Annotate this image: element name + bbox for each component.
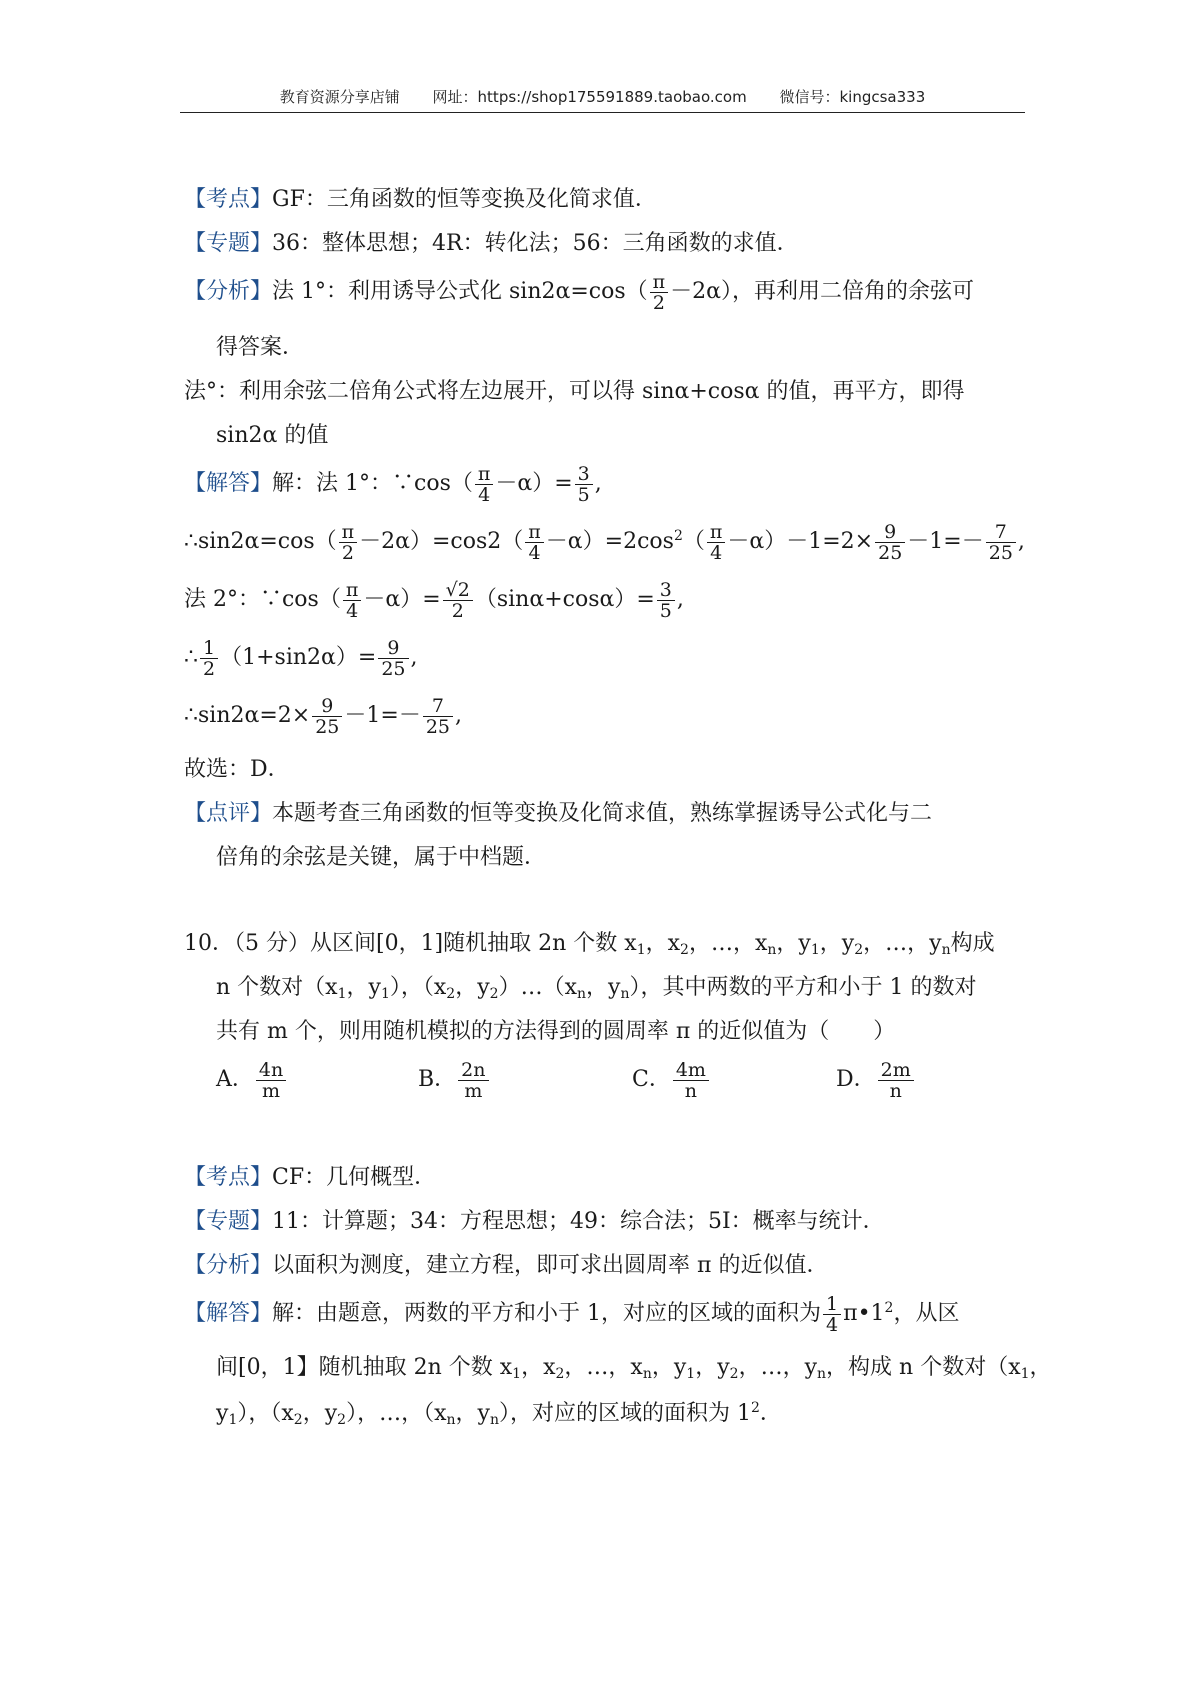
q9-jieda: 【解答】解：法 1°：∵cos（ $\frac{\pi}{4}$ －α）= $\frac{3}{5}$ , — [184, 462, 602, 506]
dianping-tag: 【点评】 — [184, 801, 273, 826]
q9-fenxi: 【分析】法 1°：利用诱导公式化 sin2α=cos（ $\frac{\pi}{2}$ －2α），再利用二倍角的余弦可 — [184, 270, 974, 314]
fraction: $\frac{\pi}{4}$ — [707, 522, 726, 563]
q10-fenxi: 【分析】以面积为测度，建立方程，即可求出圆周率 π 的近似值． — [184, 1253, 829, 1278]
q9-dianping-cont: 倍角的余弦是关键，属于中档题． — [216, 845, 547, 870]
wechat-id: 微信号：kingcsa333 — [779, 88, 926, 106]
fraction: $\frac{\pi}{2}$ — [339, 522, 358, 563]
zhuanti-tag: 【专题】 — [184, 231, 273, 256]
fraction: $\frac{9}{25}$ — [875, 522, 905, 563]
q10-jieda-cont2: $y_1$），（$x_2$，$y_2$），…，（$x_n$，$y_n$），对应的区域的面积为 $1^2$． — [216, 1400, 782, 1428]
fraction: $\frac{7}{25}$ — [986, 522, 1016, 563]
option-a-fraction: $\frac{4n}{m}$ — [256, 1060, 286, 1101]
q10-jieda: 【解答】解：由题意，两数的平方和小于 1，对应的区域的面积为 $\frac{1}{4}$ $\pi•1^2$，从区 — [184, 1292, 960, 1336]
q10-jieda-cont: 间[0，1】随机抽取 2n 个数 $x_1$，$x_2$，…，$x_n$，$y_1$，$y_2$，…，$y_n$，构成 n 个数对（$x_1$， — [216, 1355, 1052, 1382]
kaodian-tag: 【考点】 — [184, 187, 273, 212]
fraction: $\frac{7}{25}$ — [423, 696, 453, 737]
option-b-fraction: $\frac{2n}{m}$ — [458, 1060, 488, 1101]
q9-fenxi-method2: 法°：利用余弦二倍角公式将左边展开，可以得 sinα+cosα 的值，再平方，即得 — [184, 379, 965, 404]
q10-zhuanti: 【专题】11：计算题；34：方程思想；49：综合法；5I：概率与统计． — [184, 1209, 885, 1234]
option-b[interactable]: B． $\frac{2n}{m}$ — [418, 1058, 491, 1102]
header-divider — [180, 112, 1025, 113]
q9-fenxi-cont: 得答案． — [216, 335, 305, 360]
option-a[interactable]: A． $\frac{4n}{m}$ — [216, 1058, 288, 1102]
q10-stem-cont2: 共有 m 个，则用随机模拟的方法得到的圆周率 π 的近似值为（ ） — [216, 1019, 896, 1044]
q9-step-3: ∴ $\frac{1}{2}$ （1+sin2α）= $\frac{9}{25}$ , — [184, 636, 418, 680]
shop-name: 教育资源分享店铺 — [279, 88, 400, 106]
fraction: $\frac{\pi}{2}$ — [650, 272, 669, 313]
q9-step-2: 法 2°：∵cos（ $\frac{\pi}{4}$ －α）= $\frac{√2}{2}$ （sinα+cosα）= $\frac{3}{5}$ , — [184, 578, 684, 622]
fraction: $\frac{\pi}{4}$ — [343, 580, 362, 621]
q9-answer: 故选：D． — [184, 757, 290, 782]
fraction: $\frac{√2}{2}$ — [443, 580, 473, 621]
shop-url: 网址：https://shop175591889.taobao.com — [432, 88, 747, 106]
fenxi-tag: 【分析】 — [184, 279, 273, 304]
q9-step-4: ∴sin2α=2× $\frac{9}{25}$ －1=－ $\frac{7}{25}$ , — [184, 694, 463, 738]
q9-fenxi-method2-cont: sin2α 的值 — [216, 423, 329, 448]
option-c-fraction: $\frac{4m}{n}$ — [673, 1060, 709, 1101]
fraction: $\frac{3}{5}$ — [575, 464, 593, 505]
page-header — [180, 86, 1025, 107]
option-c[interactable]: C． $\frac{4m}{n}$ — [632, 1058, 711, 1102]
fraction: $\frac{9}{25}$ — [312, 696, 342, 737]
fraction: $\frac{1}{4}$ — [823, 1294, 841, 1335]
q10-stem: 10．（5 分）从区间[0，1]随机抽取 2n 个数 $x_1$，$x_2$，…，$x_n$，$y_1$，$y_2$，…，$y_n$构成 — [184, 931, 995, 958]
fraction: $\frac{9}{25}$ — [378, 638, 408, 679]
q10-stem-cont: n 个数对（$x_1$，$y_1$），（$x_2$，$y_2)\dots(x_n$，$y_n$），其中两数的平方和小于 1 的数对 — [216, 975, 977, 1002]
q9-dianping: 【点评】本题考查三角函数的恒等变换及化简求值，熟练掌握诱导公式化与二 — [184, 801, 933, 826]
fraction: $\frac{\pi}{4}$ — [525, 522, 544, 563]
q9-zhuanti: 【专题】36：整体思想；4R：转化法；56：三角函数的求值． — [184, 231, 799, 256]
jieda-tag: 【解答】 — [184, 471, 273, 496]
fraction: $\frac{3}{5}$ — [657, 580, 675, 621]
q9-step-1: ∴sin2α=cos（ $\frac{\pi}{2}$ －2α）=cos2（ $\frac{\pi}{4}$ $-\alpha)=2\cos^2$（ $\frac{\pi}{4}$ －α）－1=2× $\frac{9}{25}$ －1=－ $\frac{7}{25}$ , — [184, 520, 1025, 564]
option-d-fraction: $\frac{2m}{n}$ — [878, 1060, 914, 1101]
q9-kaodian: 【考点】GF：三角函数的恒等变换及化简求值． — [184, 187, 657, 212]
q10-kaodian: 【考点】CF：几何概型． — [184, 1165, 437, 1190]
fraction: $\frac{1}{2}$ — [200, 638, 218, 679]
option-d[interactable]: D． $\frac{2m}{n}$ — [836, 1058, 916, 1102]
fraction: $\frac{\pi}{4}$ — [475, 464, 494, 505]
